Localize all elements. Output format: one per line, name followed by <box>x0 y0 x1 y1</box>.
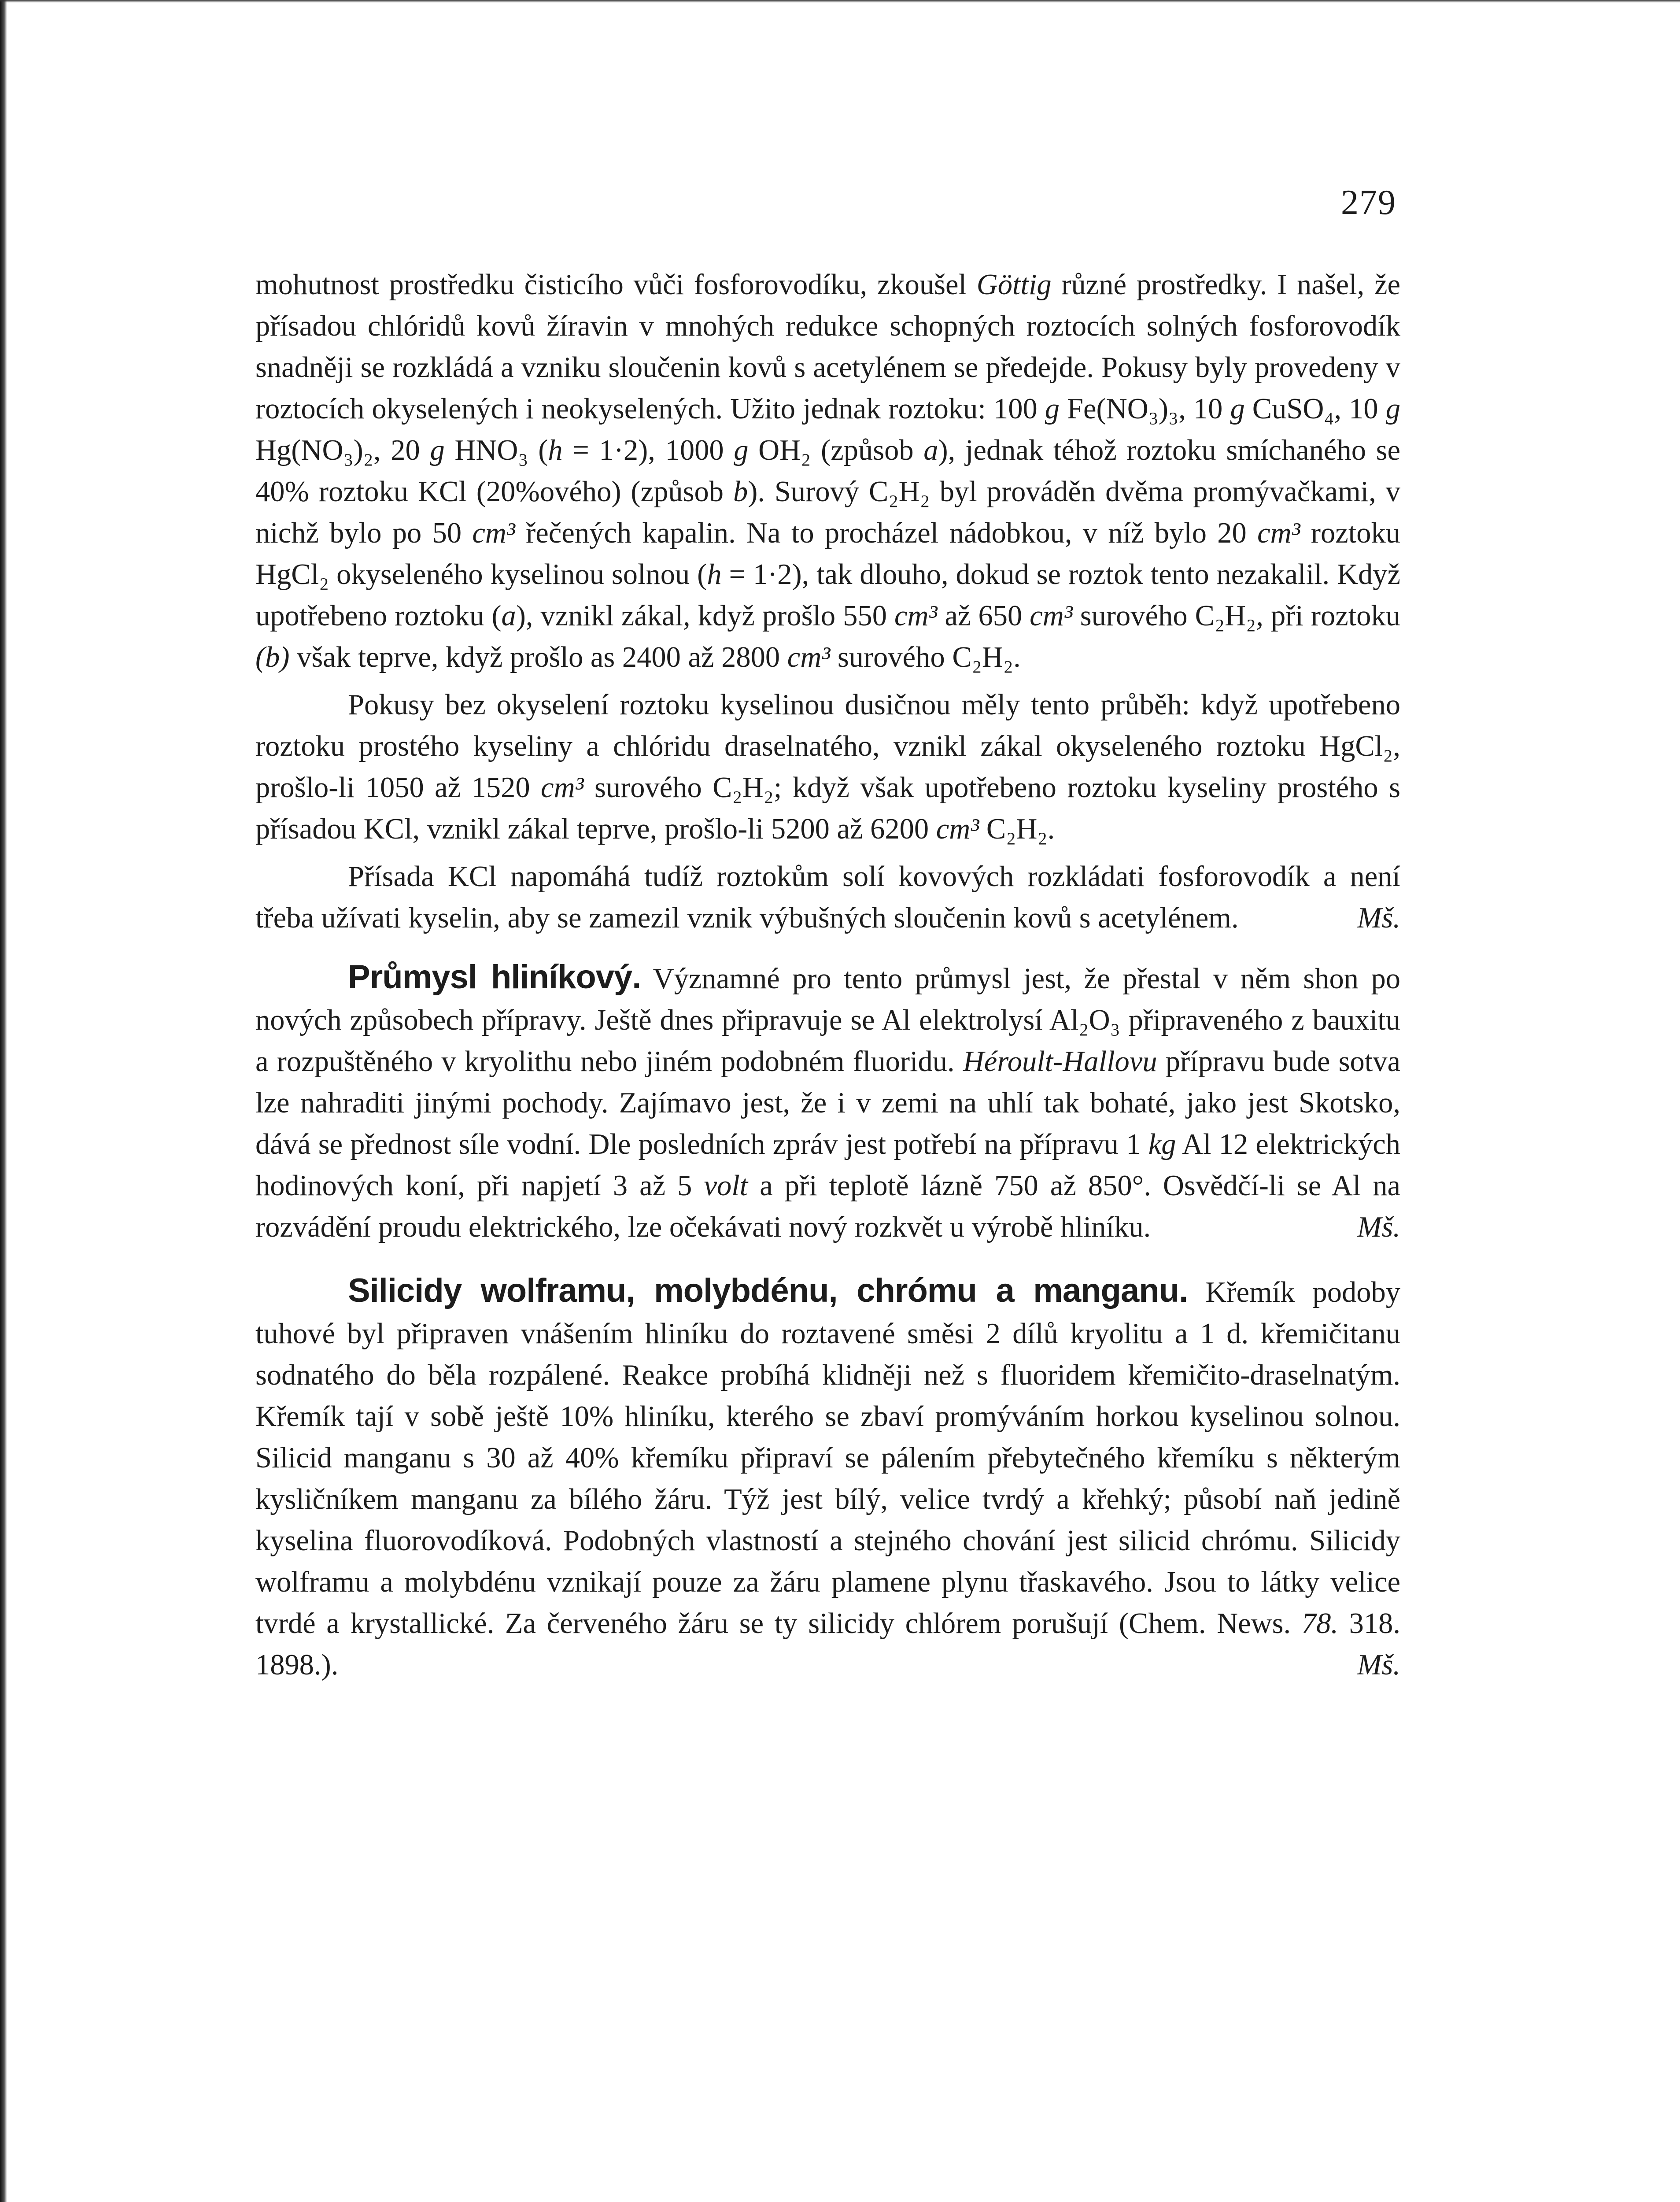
author-signature: Mš. <box>1357 902 1400 934</box>
text-column <box>255 264 1400 1686</box>
section-silicides: Silicidy wolframu, molybdénu, chrómu a manganu. Křemík podoby tuhové byl připraven vnášením hliníku do roztavené směsi 2 dílů kryolitu a 1 d. křemičitanu sodnatého do běla rozpálené. Reakce probíhá klidněji než s fluoridem křemičito-draselnatým. Křemík tají v sobě ještě 10% hliníku, kterého se zbaví promýváním horkou kyselinou solnou. Silicid manganu s 30 až 40% křemíku připraví se pálením přebytečného křemíku s některým kysličníkem manganu za bílého žáru. Týž jest bílý, velice tvrdý a křehký; působí naň jedině kyselina fluorovodíková. Podobných vlastností a stejného chování jest silicid chrómu. Silicidy wolframu a molybdénu vznikají pouze za žáru plamene plynu třaskavého. Jsou to látky velice tvrdé a krystallické. Za červeného žáru se ty silicidy chlórem porušují (Chem. News. 78. 318. 1898.). Mš. <box>255 1270 1400 1686</box>
author-signature: Mš. <box>1357 1649 1400 1681</box>
author-signature: Mš. <box>1357 1211 1400 1243</box>
scan-border-left <box>0 0 7 2202</box>
paragraph-kcl-conclusion: Přísada KCl napomáhá tudíž roztokům solí kovových rozkládati fosforovodík a není třeba užívati kyselin, aby se zamezil vznik výbušných sloučenin kovů s acetylénem. Mš. <box>255 856 1400 939</box>
paragraph-experiments-without-acid: Pokusy bez okyselení roztoku kyselinou dusičnou měly tento průběh: když upotřebeno roztoku prostého kyseliny a chlóridu draselnatého, vznikl zákal okyseleného roztoku HgCl₂, prošlo-li 1050 až 1520 cm³ surového C₂H₂; když však upotřebeno roztoku kyseliny prostého s přísadou KCl, vznikl zákal teprve, prošlo-li 5200 až 6200 cm³ C₂H₂. <box>255 689 1400 845</box>
page-number: 279 <box>1341 183 1396 222</box>
volume-number: 78. <box>1301 1607 1338 1640</box>
section-aluminium-industry: Průmysl hliníkový. Významné pro tento průmysl jest, že přestal v něm shon po nových způsobech přípravy. Ještě dnes připravuje se Al elektrolysí Al₂O₃ připraveného z bauxitu a rozpuštěného v kryolithu nebo jiném podobném fluoridu. Héroult-Hallovu přípravu bude sotva lze nahraditi jinými pochody. Zajímavo jest, že i v zemi na uhlí tak bohaté, jako jest Skotsko, dává se přednost síle vodní. Dle posledních zpráv jest potřebí na přípravu 1 kg Al 12 elektrických hodinových koní, při napjetí 3 až 5 volt a při teplotě lázně 750 až 850°. Osvědčí-li se Al na rozvádění proudu elektrického, lze očekávati nový rozkvět u výrobě hliníku. Mš. <box>255 957 1400 1248</box>
method-name: Héroult-Hallovu <box>963 1046 1157 1078</box>
author-name: Göttig <box>976 269 1052 301</box>
section-heading: Silicidy wolframu, molybdénu, chrómu a manganu. <box>348 1272 1188 1309</box>
paragraph-gottig-experiments: mohutnost prostředku čisticího vůči fosforovodíku, zkoušel Göttig různé prostředky. I našel, že přísadou chlóridů kovů žíravin v mnohých redukce schopných roztocích solných fosforovodík snadněji se rozkládá a vzniku sloučenin kovů s acetylénem se předejde. Pokusy byly provedeny v roztocích okyselených i neokyselených. Užito jednak roztoku: 100 g Fe(NO₃)₃, 10 g CuSO₄, 10 g Hg(NO₃)₂, 20 g HNO₃ (h = 1·2), 1000 g OH₂ (způsob a), jednak téhož roztoku smíchaného se 40% roztoku KCl (20%ového) (způsob b). Surový C₂H₂ byl prováděn dvěma promývačkami, v nichž bylo po 50 cm³ řečených kapalin. Na to procházel nádobkou, v níž bylo 20 cm³ roztoku HgCl₂ okyseleného kyselinou solnou (h = 1·2), tak dlouho, dokud se roztok tento nezakalil. Když upotřebeno roztoku (a), vznikl zákal, když prošlo 550 cm³ až 650 cm³ surového C₂H₂, při roztoku (b) však teprve, když prošlo as 2400 až 2800 cm³ surového C₂H₂. <box>255 269 1401 673</box>
scan-border-top <box>0 0 1680 3</box>
section-heading: Průmysl hliníkový. <box>348 958 641 996</box>
